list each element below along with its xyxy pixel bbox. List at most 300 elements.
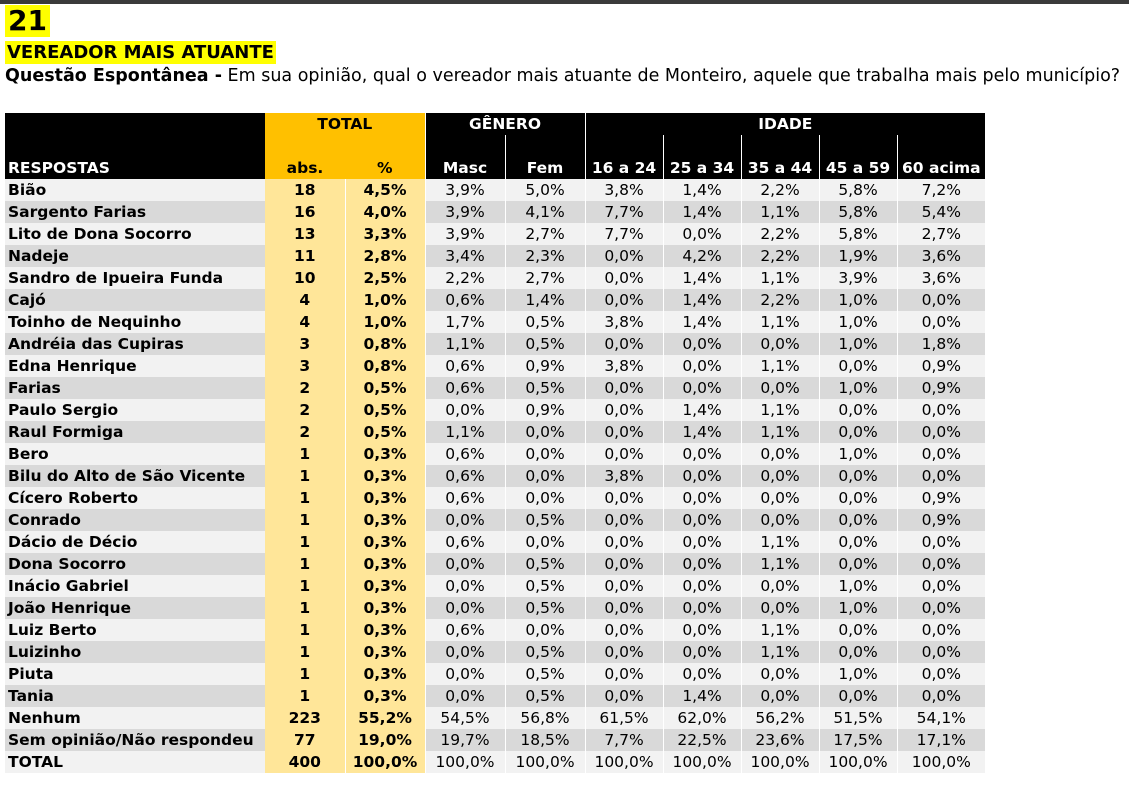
row-value: 0,5% (505, 377, 585, 399)
row-value: 1,1% (741, 619, 819, 641)
row-value: 0,0% (663, 333, 741, 355)
row-label: Sargento Farias (5, 201, 265, 223)
row-value: 0,0% (897, 421, 985, 443)
row-value: 0,0% (585, 619, 663, 641)
row-pct: 0,8% (345, 333, 425, 355)
row-abs: 1 (265, 619, 345, 641)
row-value: 0,0% (663, 487, 741, 509)
row-value: 0,0% (819, 619, 897, 641)
row-label: Piuta (5, 663, 265, 685)
row-value: 0,9% (897, 377, 985, 399)
row-label: João Henrique (5, 597, 265, 619)
header-spacer (663, 135, 741, 157)
row-value: 0,0% (897, 399, 985, 421)
row-value: 0,0% (897, 641, 985, 663)
row-abs: 4 (265, 311, 345, 333)
row-value: 3,9% (425, 223, 505, 245)
question-text: Em sua opinião, qual o vereador mais atuante de Monteiro, aquele que trabalha mais pelo município? (221, 66, 1121, 86)
row-value: 0,0% (897, 619, 985, 641)
row-value: 1,4% (663, 311, 741, 333)
table-row (5, 597, 985, 619)
row-label: Nenhum (5, 707, 265, 729)
row-value: 3,9% (425, 201, 505, 223)
row-value: 0,0% (897, 531, 985, 553)
row-abs: 223 (265, 707, 345, 729)
row-value: 0,5% (505, 509, 585, 531)
row-value: 0,0% (505, 487, 585, 509)
table-row (5, 465, 985, 487)
row-value: 1,4% (663, 421, 741, 443)
question-line (5, 64, 1120, 88)
row-value: 1,1% (741, 421, 819, 443)
row-abs: 1 (265, 553, 345, 575)
row-value: 0,0% (585, 421, 663, 443)
question-label: Questão Espontânea - (5, 66, 222, 86)
table-row (5, 553, 985, 575)
row-pct: 0,3% (345, 553, 425, 575)
row-pct: 0,3% (345, 685, 425, 707)
row-value: 1,0% (819, 443, 897, 465)
row-pct: 4,0% (345, 201, 425, 223)
row-pct: 1,0% (345, 311, 425, 333)
row-value: 0,0% (741, 685, 819, 707)
row-value: 0,0% (897, 553, 985, 575)
row-pct: 3,3% (345, 223, 425, 245)
row-value: 0,9% (897, 487, 985, 509)
header-spacer (819, 135, 897, 157)
row-abs: 1 (265, 597, 345, 619)
row-value: 1,1% (741, 553, 819, 575)
row-value: 0,0% (897, 465, 985, 487)
header-spacer (265, 135, 345, 157)
row-label: Edna Henrique (5, 355, 265, 377)
table-row (5, 707, 985, 729)
table-row (5, 355, 985, 377)
table-row (5, 531, 985, 553)
row-value: 18,5% (505, 729, 585, 751)
row-label: Nadeje (5, 245, 265, 267)
row-value: 1,4% (663, 289, 741, 311)
row-value: 56,8% (505, 707, 585, 729)
row-value: 0,5% (505, 685, 585, 707)
row-value: 1,1% (425, 333, 505, 355)
row-value: 7,7% (585, 201, 663, 223)
row-value: 0,0% (897, 289, 985, 311)
header-col: 60 acima (897, 157, 985, 179)
row-value: 1,4% (663, 179, 741, 201)
row-value: 5,4% (897, 201, 985, 223)
header-total: TOTAL (265, 113, 425, 135)
row-pct: 4,5% (345, 179, 425, 201)
table-row (5, 663, 985, 685)
row-value: 0,9% (505, 399, 585, 421)
top-border-line (0, 0, 1129, 4)
row-value: 100,0% (585, 751, 663, 773)
header-col: 35 a 44 (741, 157, 819, 179)
table-row (5, 575, 985, 597)
row-value: 1,0% (819, 289, 897, 311)
row-value: 0,6% (425, 619, 505, 641)
row-value: 7,7% (585, 223, 663, 245)
row-label: Raul Formiga (5, 421, 265, 443)
row-abs: 1 (265, 575, 345, 597)
table-row (5, 685, 985, 707)
row-value: 0,0% (663, 553, 741, 575)
row-value: 0,0% (585, 377, 663, 399)
row-value: 2,2% (741, 245, 819, 267)
row-abs: 1 (265, 465, 345, 487)
row-value: 1,1% (425, 421, 505, 443)
table-row (5, 443, 985, 465)
row-value: 5,8% (819, 223, 897, 245)
row-value: 0,0% (425, 597, 505, 619)
row-pct: 0,5% (345, 399, 425, 421)
row-value: 0,0% (585, 333, 663, 355)
row-value: 0,0% (585, 575, 663, 597)
row-value: 0,0% (585, 509, 663, 531)
row-abs: 11 (265, 245, 345, 267)
row-label: Luiz Berto (5, 619, 265, 641)
row-value: 17,1% (897, 729, 985, 751)
row-value: 0,0% (819, 399, 897, 421)
row-value: 1,0% (819, 311, 897, 333)
row-label: Andréia das Cupiras (5, 333, 265, 355)
row-value: 0,0% (585, 553, 663, 575)
row-label: Inácio Gabriel (5, 575, 265, 597)
table-row (5, 421, 985, 443)
row-value: 2,2% (741, 179, 819, 201)
row-label: Toinho de Nequinho (5, 311, 265, 333)
row-value: 1,1% (741, 641, 819, 663)
row-value: 0,0% (505, 421, 585, 443)
row-value: 54,1% (897, 707, 985, 729)
row-value: 1,4% (663, 685, 741, 707)
row-value: 1,0% (819, 575, 897, 597)
row-pct: 2,8% (345, 245, 425, 267)
row-value: 4,1% (505, 201, 585, 223)
row-value: 0,0% (425, 553, 505, 575)
row-value: 1,4% (505, 289, 585, 311)
row-label: Dácio de Décio (5, 531, 265, 553)
row-abs: 13 (265, 223, 345, 245)
row-value: 0,0% (897, 311, 985, 333)
row-value: 1,4% (663, 399, 741, 421)
row-value: 0,0% (819, 421, 897, 443)
row-value: 7,2% (897, 179, 985, 201)
row-value: 0,0% (897, 575, 985, 597)
header-col: 45 a 59 (819, 157, 897, 179)
row-value: 0,0% (425, 663, 505, 685)
row-value: 0,0% (819, 553, 897, 575)
row-value: 0,0% (897, 597, 985, 619)
row-value: 0,0% (741, 663, 819, 685)
row-value: 7,7% (585, 729, 663, 751)
row-value: 0,9% (897, 509, 985, 531)
page-title: VEREADOR MAIS ATUANTE (7, 42, 274, 63)
row-value: 0,0% (663, 443, 741, 465)
table-row (5, 619, 985, 641)
row-pct: 0,3% (345, 531, 425, 553)
row-value: 1,0% (819, 333, 897, 355)
table-row (5, 201, 985, 223)
row-label: Dona Socorro (5, 553, 265, 575)
row-pct: 0,3% (345, 663, 425, 685)
row-abs: 1 (265, 641, 345, 663)
row-value: 62,0% (663, 707, 741, 729)
row-abs: 1 (265, 531, 345, 553)
row-value: 1,1% (741, 311, 819, 333)
row-value: 0,0% (585, 267, 663, 289)
row-value: 5,0% (505, 179, 585, 201)
header-spacer (345, 135, 425, 157)
row-label: Cajó (5, 289, 265, 311)
row-value: 3,8% (585, 311, 663, 333)
header-spacer (425, 135, 505, 157)
row-value: 1,9% (819, 245, 897, 267)
row-value: 0,0% (819, 641, 897, 663)
table-row (5, 333, 985, 355)
row-value: 100,0% (663, 751, 741, 773)
row-value: 0,9% (505, 355, 585, 377)
header-spacer (505, 135, 585, 157)
row-value: 17,5% (819, 729, 897, 751)
row-value: 0,6% (425, 487, 505, 509)
row-value: 0,6% (425, 465, 505, 487)
row-value: 0,0% (663, 575, 741, 597)
header-spacer (585, 135, 663, 157)
header-col: Masc (425, 157, 505, 179)
header-idade: IDADE (585, 113, 985, 135)
row-value: 0,0% (585, 443, 663, 465)
row-abs: 10 (265, 267, 345, 289)
row-value: 0,0% (505, 619, 585, 641)
row-value: 0,0% (585, 487, 663, 509)
row-value: 3,9% (425, 179, 505, 201)
row-value: 0,0% (663, 223, 741, 245)
row-value: 1,0% (819, 377, 897, 399)
row-pct: 0,5% (345, 421, 425, 443)
row-abs: 1 (265, 487, 345, 509)
row-value: 0,0% (741, 487, 819, 509)
row-value: 2,7% (505, 223, 585, 245)
row-value: 1,7% (425, 311, 505, 333)
row-value: 1,0% (819, 663, 897, 685)
row-pct: 2,5% (345, 267, 425, 289)
header-col: Fem (505, 157, 585, 179)
row-value: 0,0% (819, 465, 897, 487)
row-value: 0,0% (741, 377, 819, 399)
row-value: 0,6% (425, 355, 505, 377)
row-pct: 0,5% (345, 377, 425, 399)
row-value: 2,2% (741, 289, 819, 311)
row-value: 1,1% (741, 531, 819, 553)
row-value: 0,5% (505, 575, 585, 597)
row-value: 2,3% (505, 245, 585, 267)
row-value: 1,1% (741, 267, 819, 289)
row-value: 0,0% (505, 531, 585, 553)
row-pct: 1,0% (345, 289, 425, 311)
table-row (5, 377, 985, 399)
row-value: 1,0% (819, 597, 897, 619)
table-row (5, 509, 985, 531)
row-value: 1,4% (663, 201, 741, 223)
row-value: 0,0% (741, 333, 819, 355)
row-value: 0,0% (585, 685, 663, 707)
row-value: 0,0% (585, 663, 663, 685)
row-value: 0,5% (505, 553, 585, 575)
row-pct: 0,8% (345, 355, 425, 377)
row-value: 54,5% (425, 707, 505, 729)
table-row (5, 399, 985, 421)
row-pct: 0,3% (345, 487, 425, 509)
row-pct: 0,3% (345, 619, 425, 641)
row-abs: 400 (265, 751, 345, 773)
row-value: 0,0% (663, 509, 741, 531)
row-value: 2,7% (505, 267, 585, 289)
row-value: 0,0% (819, 487, 897, 509)
row-value: 0,0% (585, 399, 663, 421)
row-pct: 0,3% (345, 443, 425, 465)
row-value: 0,0% (585, 641, 663, 663)
row-value: 100,0% (425, 751, 505, 773)
table-row (5, 179, 985, 201)
table-row (5, 729, 985, 751)
row-value: 0,0% (819, 531, 897, 553)
table-row (5, 487, 985, 509)
row-value: 100,0% (505, 751, 585, 773)
table-row (5, 245, 985, 267)
row-pct: 0,3% (345, 597, 425, 619)
row-value: 0,0% (819, 509, 897, 531)
table-row (5, 267, 985, 289)
row-value: 0,0% (741, 509, 819, 531)
row-abs: 1 (265, 663, 345, 685)
row-abs: 16 (265, 201, 345, 223)
row-value: 0,5% (505, 311, 585, 333)
row-label: Farias (5, 377, 265, 399)
row-value: 56,2% (741, 707, 819, 729)
row-label: Bilu do Alto de São Vicente (5, 465, 265, 487)
table-row (5, 311, 985, 333)
row-value: 3,8% (585, 465, 663, 487)
row-abs: 1 (265, 509, 345, 531)
header-spacer (741, 135, 819, 157)
row-value: 0,0% (425, 399, 505, 421)
row-abs: 1 (265, 685, 345, 707)
row-pct: 0,3% (345, 465, 425, 487)
row-value: 100,0% (897, 751, 985, 773)
row-label: Lito de Dona Socorro (5, 223, 265, 245)
row-value: 1,1% (741, 201, 819, 223)
row-abs: 18 (265, 179, 345, 201)
row-value: 3,8% (585, 355, 663, 377)
row-value: 3,8% (585, 179, 663, 201)
row-value: 0,6% (425, 531, 505, 553)
row-value: 3,4% (425, 245, 505, 267)
row-label: Tania (5, 685, 265, 707)
row-value: 0,6% (425, 289, 505, 311)
header-spacer (5, 135, 265, 157)
row-value: 100,0% (741, 751, 819, 773)
row-value: 0,0% (505, 465, 585, 487)
table-row (5, 223, 985, 245)
row-label: Luizinho (5, 641, 265, 663)
row-value: 0,5% (505, 641, 585, 663)
row-value: 3,6% (897, 245, 985, 267)
row-value: 51,5% (819, 707, 897, 729)
row-label: Bero (5, 443, 265, 465)
row-pct: 0,3% (345, 509, 425, 531)
row-abs: 2 (265, 377, 345, 399)
question-number: 21 (5, 5, 50, 37)
header-abs: abs. (265, 157, 345, 179)
table-row (5, 751, 985, 773)
header-blank (5, 113, 265, 135)
header-genero: GÊNERO (425, 113, 585, 135)
row-value: 23,6% (741, 729, 819, 751)
row-value: 0,0% (663, 619, 741, 641)
row-pct: 100,0% (345, 751, 425, 773)
row-value: 22,5% (663, 729, 741, 751)
row-value: 0,0% (741, 443, 819, 465)
row-value: 0,0% (819, 685, 897, 707)
row-label: Sandro de Ipueira Funda (5, 267, 265, 289)
row-label: Conrado (5, 509, 265, 531)
row-value: 0,0% (663, 663, 741, 685)
header-spacer (897, 135, 985, 157)
row-value: 0,0% (819, 355, 897, 377)
row-value: 0,0% (425, 575, 505, 597)
row-value: 0,0% (663, 465, 741, 487)
row-value: 3,6% (897, 267, 985, 289)
row-value: 0,0% (425, 685, 505, 707)
row-pct: 55,2% (345, 707, 425, 729)
row-value: 0,0% (585, 531, 663, 553)
row-value: 0,5% (505, 333, 585, 355)
row-abs: 3 (265, 355, 345, 377)
row-value: 0,0% (897, 663, 985, 685)
table-row (5, 289, 985, 311)
row-value: 2,2% (425, 267, 505, 289)
header-col: 25 a 34 (663, 157, 741, 179)
row-value: 0,0% (741, 575, 819, 597)
row-value: 5,8% (819, 179, 897, 201)
row-abs: 3 (265, 333, 345, 355)
row-abs: 77 (265, 729, 345, 751)
row-value: 1,4% (663, 267, 741, 289)
row-value: 0,0% (663, 641, 741, 663)
row-value: 4,2% (663, 245, 741, 267)
row-abs: 2 (265, 421, 345, 443)
row-value: 19,7% (425, 729, 505, 751)
row-abs: 4 (265, 289, 345, 311)
row-pct: 0,3% (345, 641, 425, 663)
row-value: 0,0% (663, 531, 741, 553)
row-label: Cícero Roberto (5, 487, 265, 509)
row-value: 0,0% (585, 245, 663, 267)
row-value: 0,9% (897, 355, 985, 377)
row-value: 0,0% (425, 509, 505, 531)
row-value: 100,0% (819, 751, 897, 773)
row-value: 3,9% (819, 267, 897, 289)
results-table (5, 113, 985, 773)
row-label: TOTAL (5, 751, 265, 773)
row-value: 0,0% (585, 289, 663, 311)
row-value: 0,6% (425, 443, 505, 465)
row-label: Sem opinião/Não respondeu (5, 729, 265, 751)
row-value: 0,0% (425, 641, 505, 663)
row-value: 0,0% (663, 355, 741, 377)
